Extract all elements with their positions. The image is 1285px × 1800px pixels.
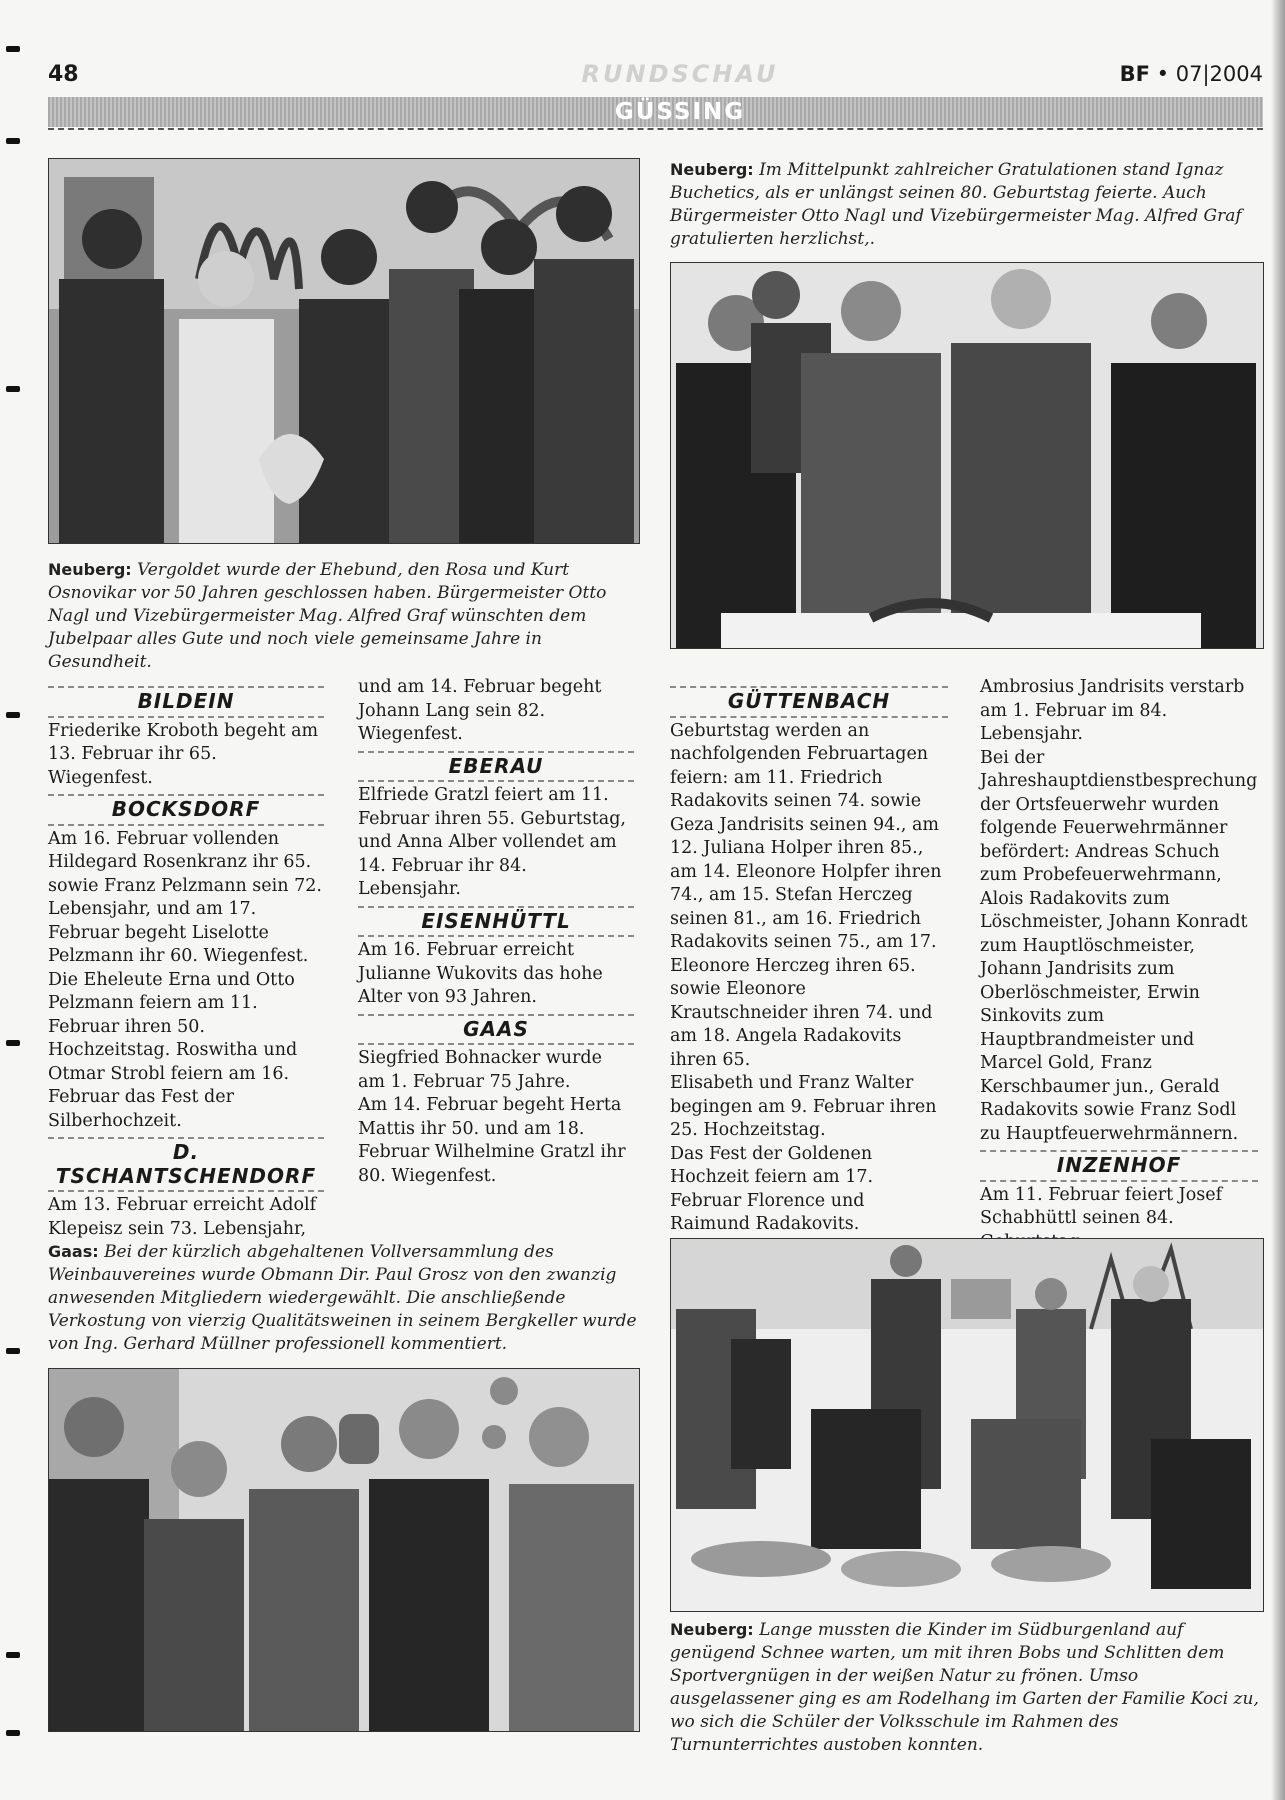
text-eisenhuettl: Am 16. Februar erreicht Julianne Wukovits das hohe Alter von 93 Jahren. xyxy=(358,940,603,1007)
scan-mark xyxy=(6,386,20,392)
heading-tschantschendorf: D. TSCHANTSCHENDORF xyxy=(48,1137,324,1192)
scan-mark xyxy=(6,1652,20,1658)
scan-mark xyxy=(6,712,20,718)
page-binding-shadow xyxy=(1271,0,1285,1800)
caption-place: Neuberg: xyxy=(670,1620,754,1639)
photo-80th-birthday-image xyxy=(671,263,1263,648)
caption-place: Neuberg: xyxy=(48,560,132,579)
heading-bildein: BILDEIN xyxy=(48,686,324,718)
heading-gaas: GAAS xyxy=(358,1014,634,1046)
news-column-3 xyxy=(670,682,948,1237)
heading-guettenbach: GÜTTENBACH xyxy=(670,686,948,718)
news-column-4 xyxy=(980,676,1258,1254)
section-divider xyxy=(48,128,1263,130)
text-bocksdorf-2: Die Eheleute Erna und Otto Pelzmann feiern am 11. Februar ihren 50. Hochzeitstag. Roswitha und Otmar Strobl feiern am 16. Februar das Fest der Silberhochzeit. xyxy=(48,969,298,1131)
heading-eisenhuettl: EISENHÜTTL xyxy=(358,906,634,938)
text-eberau: Elfriede Gratzl feiert am 11. Februar ihren 55. Geburtstag, und Anna Alber vollendet am 14. Februar ihr 84. Lebensjahr. xyxy=(358,785,626,899)
text-tschantschendorf-cont: und am 14. Februar begeht Johann Lang sein 82. Wiegenfest. xyxy=(358,677,602,744)
caption-text: Bei der kürzlich abgehaltenen Vollversammlung des Weinbauvereines wurde Obmann Dir. Paul Grosz von den zwanzig anwesenden Mitgliedern wiedergewählt. Die anschließende Verkostung von vierzig Qualitätsweinen in seinem Bergkeller wurde von Ing. Gerhard Müllner professionell kommentiert. xyxy=(48,1242,637,1354)
publication-name: BF xyxy=(1119,62,1150,86)
text-guettenbach-1: Geburtstag werden an nachfolgenden Februartagen feiern: am 11. Friedrich Radakovits seinen 74. sowie Geza Jandrisits seinen 94., am 12. Juliana Holper ihren 85., am 14. Eleonore Holpfer ihren 74., am 15. Stefan Herczeg seinen 81., am 16. Friedrich Radakovits seinen 75., am 17. Eleonore Herczeg ihren 65. sowie Eleonore Krautschneider ihren 74. und am 18. Angela Radakovits ihren 65. xyxy=(670,720,942,1070)
text-guettenbach-cont-2: Bei der Jahreshauptdienstbesprechung der Ortsfeuerwehr wurden folgende Feuerwehrmänner befördert: Andreas Schuch zum Probefeuerwehrmann, Alois Radakovits zum Löschmeister, Johann Konradt zum Hauptlöschmeister, Johann Jandrisits zum Oberlöschmeister, Erwin Sinkovits zum Hauptbrandmeister und Marcel Gold, Franz Kerschbaumer jun., Gerald Radakovits sowie Franz Sodl zu Hauptfeuerwehrmännern. xyxy=(980,747,1258,1144)
photo-sledding-children xyxy=(670,1238,1264,1612)
caption-text: Vergoldet wurde der Ehebund, den Rosa und Kurt Osnovikar vor 50 Jahren geschlossen haben. Bürgermeister Otto Nagl und Vizebürgermeister Mag. Alfred Graf wünschten dem Jubelpaar alles Gute und noch viele gemeinsame Jahre in Gesundheit. xyxy=(48,560,607,672)
text-bildein: Friederike Kroboth begeht am 13. Februar ihr 65. Wiegenfest. xyxy=(48,720,319,788)
heading-eberau: EBERAU xyxy=(358,751,634,783)
bullet: • xyxy=(1156,62,1170,86)
caption-wine-club xyxy=(48,1240,638,1356)
scan-mark xyxy=(6,1348,20,1354)
photo-wine-club-image xyxy=(49,1369,639,1731)
photo-wine-club xyxy=(48,1368,640,1732)
issue-label xyxy=(1120,62,1263,86)
photo-80th-birthday xyxy=(670,262,1264,649)
scan-mark xyxy=(6,138,20,144)
text-gaas-1: Siegfried Bohnacker wurde am 1. Februar 75 Jahre. xyxy=(358,1048,602,1092)
section-title: GÜSSING xyxy=(614,99,746,125)
heading-bocksdorf: BOCKSDORF xyxy=(48,794,324,826)
caption-place: Gaas: xyxy=(48,1242,99,1261)
heading-inzenhof: INZENHOF xyxy=(980,1150,1258,1182)
text-guettenbach-2: Elisabeth und Franz Walter begingen am 9. Februar ihren 25. Hochzeitstag. xyxy=(670,1073,937,1140)
news-column-1 xyxy=(48,682,324,1241)
page-number: 48 xyxy=(48,62,79,87)
scan-mark xyxy=(6,1040,20,1046)
text-guettenbach-3: Das Fest der Goldenen Hochzeit feiern am 17. Februar Florence und Raimund Radakovits. xyxy=(670,1143,874,1234)
news-column-2 xyxy=(358,676,634,1188)
rubric-title: RUNDSCHAU xyxy=(581,60,779,88)
photo-sledding-children-image xyxy=(671,1239,1263,1611)
scan-mark xyxy=(6,46,20,52)
text-inzenhof: Am 11. Februar feiert Josef Schabhüttl seinen 84. xyxy=(980,1184,1223,1228)
scan-mark xyxy=(6,1730,20,1736)
caption-80th-birthday xyxy=(670,158,1260,251)
caption-place: Neuberg: xyxy=(670,160,754,179)
caption-text: Im Mittelpunkt zahlreicher Gratulationen stand Ignaz Buchetics, als er unlängst seinen 80. Geburtstag feierte. Auch Bürgermeister Otto Nagl und Vizebürgermeister Mag. Alfred Graf gratulierten herzlichst,. xyxy=(670,160,1242,249)
caption-text: Lange mussten die Kinder im Südburgenland auf genügend Schnee warten, um mit ihren Bobs und Schlitten dem Sportvergnügen in der weißen Natur zu frönen. Umso ausgelassener ging es am Rodelhang im Garten der Familie Koci zu, wo sich die Schüler der Volksschule im Rahmen des Turnunterrichtes austoben konnten. xyxy=(670,1620,1259,1755)
text-bocksdorf-1: Am 16. Februar vollenden Hildegard Rosenkranz ihr 65. sowie Franz Pelzmann sein 72. Lebensjahr, und am 17. Februar begeht Liselotte Pelzmann ihr 60. Wiegenfest. xyxy=(48,828,322,966)
caption-golden-wedding xyxy=(48,558,638,674)
issue-number: 07|2004 xyxy=(1175,62,1263,86)
text-gaas-2: Am 14. Februar begeht Herta Mattis ihr 50. und am 18. Februar Wilhelmine Gratzl ihr 80. Wiegenfest. xyxy=(358,1095,626,1186)
text-guettenbach-cont-1: Ambrosius Jandrisits verstarb am 1. Februar im 84. Lebensjahr. xyxy=(980,677,1245,744)
photo-golden-wedding xyxy=(48,158,640,544)
caption-sledding-children xyxy=(670,1618,1262,1757)
text-tschantschendorf: Am 13. Februar erreicht Adolf Klepeisz sein 73. Lebensjahr, xyxy=(48,1195,317,1239)
photo-golden-wedding-image xyxy=(49,159,639,543)
